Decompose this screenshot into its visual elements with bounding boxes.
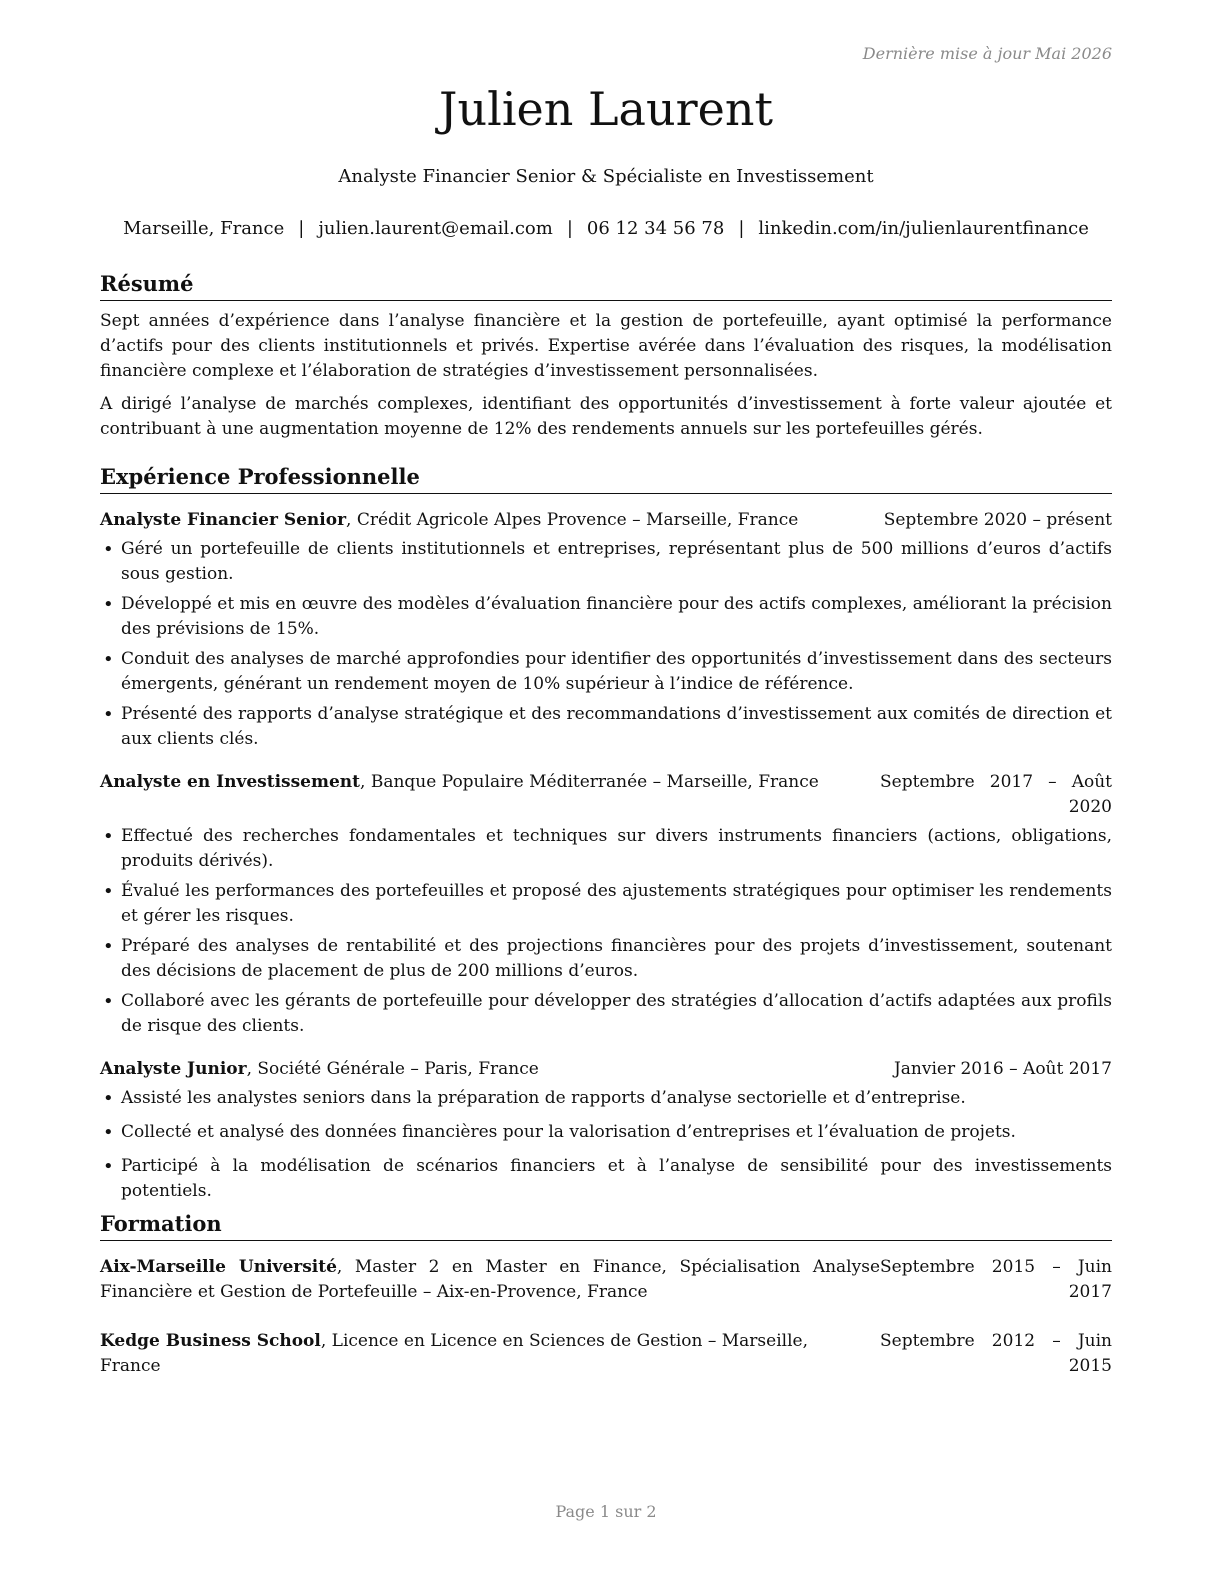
contact-separator: | (298, 218, 305, 239)
candidate-title: Analyste Financier Senior & Spécialiste en Investissement (338, 166, 874, 187)
job-role: Analyste Financier Senior (100, 510, 347, 530)
education-detail: , Licence en Licence en Sciences de Gestion – Marseille, France (100, 1331, 808, 1376)
resume-page (100, 0, 1112, 1584)
list-item: • Évalué les performances des portefeuilles et proposé des ajustements stratégiques pour optimiser les rendements et gérer les risques. (100, 879, 1112, 929)
experience-section (100, 463, 1112, 1209)
job-entry (100, 770, 1112, 1039)
page-number: Page 1 sur 2 (555, 1502, 657, 1521)
section-heading-education: Formation (100, 1210, 1112, 1241)
list-item: • Développé et mis en œuvre des modèles d’évaluation financière pour des actifs complexes, améliorant la précision des prévisions de 15%. (100, 592, 1112, 642)
contact-separator: | (566, 218, 573, 239)
section-heading-experience: Expérience Professionnelle (100, 463, 1112, 494)
list-item: • Collaboré avec les gérants de portefeuille pour développer des stratégies d’allocation d’actifs adaptées aux profils de risque des clients. (100, 989, 1112, 1039)
job-entry (100, 1057, 1112, 1204)
list-item: • Préparé des analyses de rentabilité et des projections financières pour des projets d’investissement, soutenant des décisions de placement de plus de 200 millions d’euros. (100, 934, 1112, 984)
contact-linkedin[interactable]: linkedin.com/in/julienlaurentfinance (758, 218, 1089, 239)
education-entry (100, 1255, 1112, 1305)
list-item: • Participé à la modélisation de scénarios financiers et à l’analyse de sensibilité pour des investissements potentiels. (100, 1154, 1112, 1204)
job-role: Analyste Junior (100, 1059, 247, 1079)
job-title-line (100, 770, 819, 820)
job-bullets (100, 1086, 1112, 1204)
summary-paragraph: A dirigé l’analyse de marchés complexes, identifiant des opportunités d’investissement à forte valeur ajoutée et contribuant à une augmentation moyenne de 12% des rendements annuels sur les portefeuilles gérés. (100, 394, 1112, 439)
education-dates: Septembre 2012 – Juin 2015 (880, 1331, 1112, 1376)
job-title-line (100, 1057, 539, 1082)
education-school: Aix-Marseille Université (100, 1257, 337, 1277)
contact-phone: 06 12 34 56 78 (586, 218, 725, 239)
last-updated: Dernière mise à jour Mai 2026 (862, 44, 1112, 63)
contact-line (100, 218, 1112, 239)
job-header (100, 1057, 1112, 1082)
job-entry (100, 508, 1112, 752)
education-header (100, 1329, 1112, 1379)
education-entry (100, 1329, 1112, 1379)
summary-section (100, 270, 1112, 442)
list-item: • Géré un portefeuille de clients institutionnels et entreprises, représentant plus de 500 millions d’euros d’actifs sous gestion. (100, 537, 1112, 587)
job-role: Analyste en Investissement (100, 772, 361, 792)
contact-separator: | (738, 218, 745, 239)
education-detail: , Master 2 en Master en Finance, Spécialisation Analyse Financière et Gestion de Portefeuille – Aix-en-Provence, France (100, 1257, 881, 1302)
education-title-line (100, 1329, 860, 1379)
contact-location: Marseille, France (123, 218, 285, 239)
summary-paragraph: Sept années d’expérience dans l’analyse financière et la gestion de portefeuille, ayant optimisé la performance d’actifs pour des clients institutionnels et privés. Expertise avérée dans l’évaluation des risques, la modélisation financière complexe et l’élaboration de stratégies d’investissement personnalisées. (100, 311, 1112, 381)
job-bullets (100, 824, 1112, 1039)
job-dates: Septembre 2020 – présent (883, 510, 1112, 530)
list-item: • Conduit des analyses de marché approfondies pour identifier des opportunités d’investissement dans des secteurs émergents, générant un rendement moyen de 10% supérieur à l’indice de référence. (100, 647, 1112, 697)
candidate-name: Julien Laurent (439, 82, 773, 136)
contact-email[interactable]: julien.laurent@email.com (318, 218, 553, 239)
education-school: Kedge Business School (100, 1331, 321, 1351)
list-item: • Effectué des recherches fondamentales et techniques sur divers instruments financiers (actions, obligations, produits dérivés). (100, 824, 1112, 874)
job-dates: Janvier 2016 – Août 2017 (893, 1059, 1112, 1079)
job-org: , Crédit Agricole Alpes Provence – Marseille, France (346, 510, 799, 530)
job-dates: Septembre 2017 – Août 2020 (880, 772, 1112, 817)
job-header (100, 508, 1112, 533)
education-section (100, 1210, 1112, 1379)
list-item: • Assisté les analystes seniors dans la préparation de rapports d’analyse sectorielle et d’entreprise. (100, 1086, 1112, 1111)
list-item: • Collecté et analysé des données financières pour la valorisation d’entreprises et l’évaluation de projets. (100, 1120, 1112, 1145)
job-title-line (100, 508, 798, 533)
education-title-line (100, 1255, 880, 1305)
job-org: , Banque Populaire Méditerranée – Marseille, France (360, 772, 819, 792)
section-heading-summary: Résumé (100, 270, 1112, 301)
job-bullets (100, 537, 1112, 752)
job-org: , Société Générale – Paris, France (246, 1059, 539, 1079)
list-item: • Présenté des rapports d’analyse stratégique et des recommandations d’investissement aux comités de direction et aux clients clés. (100, 702, 1112, 752)
education-header (100, 1255, 1112, 1305)
job-header (100, 770, 1112, 820)
education-dates: Septembre 2015 – Juin 2017 (880, 1257, 1112, 1302)
